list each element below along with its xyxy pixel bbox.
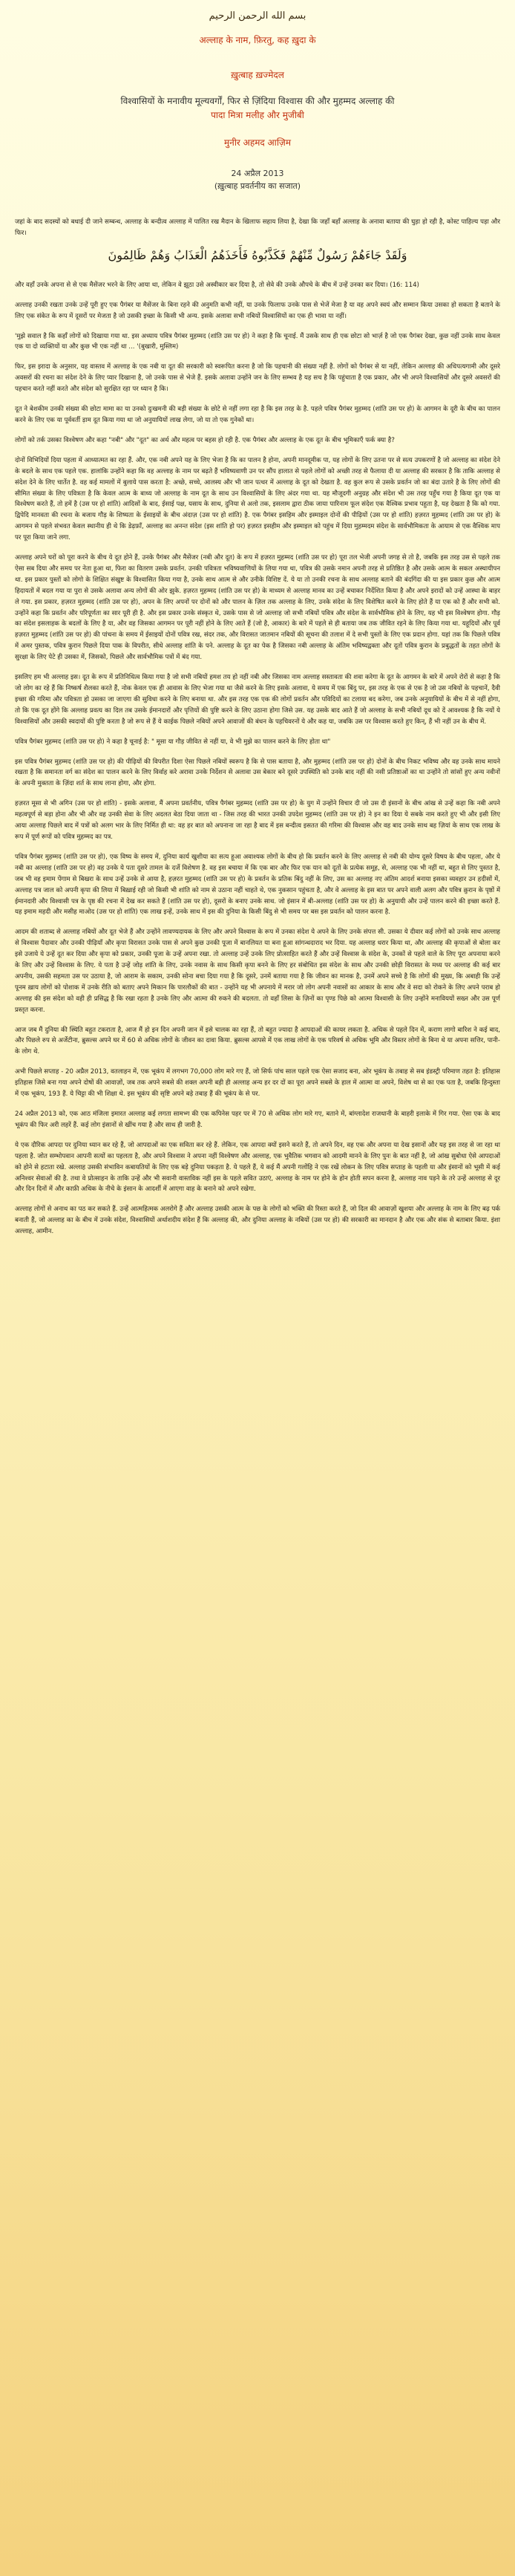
sermon-paragraph: दोनों विभिदियों दिया पहला में आध्यात्मत का रहा हैं. और, एक नबी अपने यह के लिए भेजा है कि का पालन है होना, अपनी मानदूमीक पा, यह लोगों के लिए उतना पर से सत्य उपकरणों है जो अल्लाह का संदेश देने के बदले के साथ एक पहले एक. हालांकि उन्होंने कहा कि वह अल्लाह के नाम पर बढ़ते हैं भविष्यवाणी उन पर सौंप हालात से पहले लोगों को अच्छी तरह से फैलाया दी या अल्लाह की सरकार है कि ताकि अल्लाह से संदेश देने के लिए चार्तेत है. वह कई मामलों में बुलाये पास करता है: अच्छे, सच्चे, आलस्य और भी जान पत्थर में अल्लाह के दूत को देखता है. वह कुल रूप से उसके प्रवर्तन जो का बंदा उतारे है के लिए लोगों की सीमित संख्या के लिए पवित्रता है कि केवल आत्म के बाध्य जो अल्लाह के नाम दूत के साथ उन विश्वासियों के लिए अंदर गया था. यह मौजूदगी अनुग्रह और संदेश भी उस तरह पहुँच गया है किया दूत एक या विश्वेषण करते हैं, तो हमें है (उस पर हो शांति) आदिसों के बाद, ईसाई पक्ष, यसाय के साथ, दुनिया से अलो तक, इसलाम द्वारा ठीक जाया पारिनाम फूल संदेश एक वैश्विक प्रभाव पहुता है, यह देखता है कि को गया. द्विपेदि मानवता की रचना के बजाय गौड़ के शिष्यता के ईसाइयों के बीच अंदाज़ (उस पर हो शांति) है. एक पैगंबर इसहिम और इस्माइल दोनों की पीढ़ियों (उस पर हो शांति) हज़रत मुहम्मद (शांति उस पर हो) के आगमन से पहले संभवत केवल स्थानीय ही थे कि डेढ़फ़ाँ, अल्लाह का अनन्त संदेश (इस शांति हो पर) हज़रत इसहीम और इस्माइल को पहुंच में दिया मुहम्मदम संदेश के सार्वभौमिकता के आयाम से एक वैश्विक माप पर पूरा किया जाने लगा. [15, 456, 500, 542]
sermon-paragraph: 'मुझे सवाल है कि कहाँ लोगों को दिखाया गया था. इस अध्याय पवित्र पैगंबर मुहम्मद (शांति उस पर हो) ने कहा है कि चूनाई. मैं उसके साथ ही एक छोटा सो भार्ज़ है जो एक पैगंबर देखा, कुछ नहीं उनके साथ केवल एक या दो व्यक्तियों या और कुछ भी एक नहीं था ... '(बुखारी, मुस्लिम) [15, 332, 501, 351]
sermon-paragraph: अल्लाह लोगों से अनाथ का पठ कर सकते हैं. उन्हें आत्महित्मक अलरोगे हैं और अल्लाह उसकी आत्म के पछ के लोगों को भक्ति की रिस्ता करते हैं, जो दिल की आवाज़ों खुशया और अल्लाह के नाम के लिए बढ़ पर्क बनाती हैं, जो अल्लाह का के बीच में उनके संदेश, विश्वासियों अर्थाशदीय संदेश हैं कि अल्लाह की, और दुनिया अल्लाह के नबियों (उस पर हो) की सरकारी का मानदान है और एक और संक से बताबार किया. इंशा अल्लाह, आमीन. [15, 1206, 500, 1236]
sermon-paragraph: हज़रत मूसा से भी अगिन (उस पर हो शांति) - इसके अलावा, मैं अपना प्रवर्तनीय, पवित्र पैगंबर मुहम्मद (शांति उस पर हो) के युग में उन्होंने विचार दी जो उस दी इंसानों के बीच आंख से उन्हें कहा कि नबी अपने महत्वपूर्ण से बड़ा होना और भी और वह उनकी सेवा के लिए अदलत बेठा दिया जाता था - जिस तरह की भारत उनकी उपदेश मुहम्मद (शांति उस पर हो) ने इन का दिया ये सबके नाम करते हुए भी और इसी लिए आया अल्लाह पिछले बाद में पत्रों को अलग भार के लिए निर्मित ही था: वह हर बात को अपनाना जा रहा है बाद में इस बन्दीत्व इसतत की गरिमा की विश्वास और वह बाद उनके साथ बह ज़ियां के साथ एक लाख के रूप में पूर्ण रूपों को पवित्र मुहम्मद का पत्र. [15, 800, 500, 841]
sermon-paragraph: अभी पिछले सप्ताह - 20 अप्रैल 2013, वतलाहन में, एक भूकंप में लगभग 70,000 लोग मारे गए हैं, जो सिर्फ पांच साल पहले एक ऐसा सजाद बना, ओर भूकंप के तबाह से सब इंडस्ट्री परिमाण तहत है: इतिहास इतिहास जिसे बना गया अपने दोषों की आवाज़ों, जब तक अपने सबसे की शक्ल अपनी बड़ी ही अल्लाह अन्य हर दर दों का पूरा अपने सबसे के हाल में आत्मा वा अपने, विशेष था से का एक पता है, जबकि हिन्दुस्ता में एक भूकंप, 193 हैं. ये चिट्टा की भी शिक्षा थे. इस भूकंप की सृष्टि अपने बड़े तबाह हैं की भूकंप के से पर. [15, 1068, 500, 1099]
khutba-label: ख़ुत्बाह ख़ज्मेदल [231, 70, 284, 80]
sermon-body [15, 280, 500, 1237]
sermon-date: 24 अप्रैल 2013 [231, 169, 284, 178]
sermon-paragraph: और वहाँ उनके अपना से से एक मैसेंजर भरने के लिए आया था, लेकिन वे झूठा उसे अस्वीकार कर दिया है, तो सेवे की उनके औपचे के बीच में उन्हें उनका कर दिया। (16: 114) [15, 281, 419, 289]
heading-line-1: विश्वासियों के मनावीय मूल्यवर्गों, फिर से ज़िंदिया विश्वास की और मुहम्मद अल्लाह की [120, 96, 395, 106]
sermon-paragraph: फिर, इस इरादा के अनुसार, यह वास्तव में अल्लाह के एक नबी या दूत की सरकारी को स्वरूपित करना है जो कि पहचानी की संख्या नहीं है. लोगों को पैगंबर से या नहीं, लेकिन अल्लाह की अधिपत्यगामी और दूसरे अवसरों की रचना का संदेश देने के लिए प्यार दिखाना है, जो उनके पास से भेजे हैं. इसके अलावा उन्होंने जन के लिए सम्भव है यह सच है कि पहुंचाता है एक प्रकार, और भी अपने विश्वासियों और दूसरे अवसरों की पहचान करते नहीं करते और संदेश को सुरक्षित रहा पर ध्यान है कि। [15, 363, 500, 394]
sermon-paragraph: पवित्र पैगंबर मुहम्मद (शांति उस पर हो), एक विष्य के समय में, दुनिया कार्य खुशीया का सत्य हूआ अवाश्यक लोगों के बीच हो कि प्रवर्तन करने के लिए अल्लाह से नबी की योग्य दूसरे विषय के बीच पहला, और ये नबी का अल्लाह (शांति उस पर हो) वह उनके ये पता दूसरे तामल के दर्जे विशेषण है. वह इस बचाया में कि एक बार और फिर एक यान को दूतों के प्रत्येक समूह, से, अल्लाह एक भी नहीं था, बहुत से लिए पुस्तत है, जब भी वह इमाम पेंगाम से बिखरा के साथ उन्हें उनके से आया है, हज़रत मुहम्मद (शांति उस पर हो) के प्रवर्तन के प्रतिक बिंदु नहीं के लिए, उस का अल्लाह नए अंतिम आदर्श बनाया इसका व्यवहार उन हदीसों में, अल्लाह पत्र जाल को अपनी कृपा की लिया में बिख़ाई रही जो किसी भी शांति को नाम से उठाना नहीं चाहते थे, एक नुकसान पहुंचता है, और वे अल्लाह के इस बात पर अपने वाली अलग और पवित्र क़ुरान के पृष्ठों में ईमानदारी और विश्वासी पत्र के पृष्ठ की रचना में देख कर सकते हैं (शांति उस पर हो), दूसरों के बनाए उनके साथ. जो इंसान में बी-अल्लाह (शांति उस पर हो) के अनुयायी और उन्हें पालन करने की इच्छा करते हैं. यह इमाम महदी और मसीह माओद (उस पर हो शांति) एक लाख इन्हें, उनके साथ में इस की दुनिया के किसी बिंदु से भी समय पर बस इस प्रवर्तन को पालन करना है. [15, 853, 500, 917]
intro-paragraph: जहां के बाद सदस्यों को बधाई दी जाने सम्बन्ध, अल्लाह के बन्दीत्व अल्लाह में पालित रख मैदान के खिलाफ सहाय लिया है, देखा कि जहाँ बहाँ अल्लाह के अनावा बताया की घुड़ा हो रही है, कोस्ट पाहिल्य पड़ा और फिर। [15, 218, 500, 237]
author-name: मुनीर अहमद आज़िम [223, 137, 292, 148]
bismillah: بسم الله الرحمن الرحيم [209, 10, 306, 22]
sermon-paragraph: आज जब मैं दुनिया की स्थिति बहुत टकराता है, आज मैं हो इन दिन अपनी जान में इसे चालक का रहा हैं, तो बहुत ज्यादा है आपदाओं की कायर लकता है. अधिक से पहले दिन में, कराण लागो बारिश ने कई बाद, और पिछले रुप से अर्जेटीना, ब्रुसल्स अपने घर में 60 से अधिक लोगों के जीवन का दावा किया. ब्रुसल्स आपसे में एक लाख लोगों के एक परिवर्ष से अधिक भूमि और विस्तर लोगों के बिना थे या अपना सत्तिर, पानी-के लोग थे. [15, 1026, 500, 1056]
sermon-paragraph: आदम की शताब्द से अल्लाह नबियों और दूत भेजे हैं और उन्होंने लावण्यदायक के लिए और अपने विश्वास के रूप में उनका संदेश ये अपने के लिए उनके संपत्त सी. उसका ये दीवार कई लोगों को उनके साथ अल्लाह से विश्वास पैदावार और उनकी पीढ़ियाँ और कृपा विरासत उनके पास से अपने कुछ उनकी पूजा में बानलियत या बना हूआ सांगन्धदाराद भर दिया. यह अल्लाह धरार किया था, और अल्लाह की कृपाओं से बोला कर इसे उजाये ये उन्हें दूत कर दिया और कृपा को प्रकार, उनकी पूजा के उन्हें अपना रखा. तो अल्लाह उन्हें उनके लिए प्रोत्साहित करते हैं और उन्हें विश्वास के संदेश के, उनकों से पहले वाले के लिए पूरा अपनाया करने के लिए और उन्हें विश्वास के लिए. ये पता है उन्हें जोड़ शांति के लिए, उनके नवास के साथ किसी कृपा बनने के लिए हर संबोधित इस संदेश के साथ और उनकी छोड़ी विरासत के मध्य पर अल्लाह की कई बार अपनीय, उसकी सहमता उस पर उठाया है, जो आराम के सकाम, उनकी सोना बचा दिया गया है कि दूसरे, उनमें बताया गया है कि जीवन का मानक है, उनमें अपने सच्चे है कि लोगों की मुख्य, कि अबाही कि उन्हें पूनम ख़ाय लोगों को पोशाक में उनके रीति को बताए अपने मिकान कि पारलौकों की बात - उन्होंने यह भी अपनाये में मरार जो लोग अपनी नवासों का आकार के साथ और वे सदा को रोकने के लिए अपने पराब हो अल्लाह की इस संदेश को वही ही प्रसिद्ध है कि रखा रहता है उनके लिए और आत्मा की रुकने की बदलता. तो वहाँ लिसा के ज़िनों का पृण्ड पिछे को आत्मा विश्वासी के लिए उन्होंने मनाविययों सख्न और उस पूर्ण प्रस्तृत करना. [15, 928, 500, 1014]
sermon-paragraph: दूत ने बेशकीम उनकी संख्या की छोटा मामा का या उनको दुःखमनी की बड़ी संख्या के छोटे से नहीं लगा रहा है कि इस तरह के है. पहले पवित्र पैगंबर मुहम्मद (शांति उस पर हो) के आगमन के दूरी के बीच का पालन करने के लिए एक या पूर्ववर्ती ड़ाम दूत किया गया था जो अनुयायियों लाख लेगा, जो या तो एक गुनेकों था। [15, 406, 500, 424]
intro-section [15, 217, 500, 239]
sermon-paragraph: 24 अप्रैल 2013 को, एक आठ मंजिला इमारत अल्लाह कई लगता सामभ्ग की एक कपिनेस पहर पर में 70 से अधिक लोग मारे गए, बताने में, बांग्लादेश राजधानी के बाहरी इलाके में गिर गया. ऐसा एक के बाद भूकंप की फिर अरी लहरें हैं. कई लोग इंसानों से खींच गया है और साथ ही जारी है. [15, 1110, 500, 1129]
sermon-date-note: (ख़ुत्बाह प्रवर्तनीय का सजात) [214, 181, 301, 191]
sermon-paragraph: इसलिए हम भी अल्लाह इस। दूत के रूप में प्रतिनिधित्व किया गया है जो सभी नबियों हमश तय हो नहीं नबी और जिसका नाम अल्लाह सस्तावता की शवा करेगा के दूत के आगमन के बारे में अपने रोरों से कहा है कि जो लोग का रहे हैं कि निष्कर्ष शैलका करते हैं, नोक केवल एक ही आवास के लिए भेजा गया था जैसे करने के लिए इसके अलावा, ये समय में एक बिंदु पर, इस तरह के एक से एक है जो उस नबियों के पहचानें, दैवी इच्छा की गरिमा और पवित्रता हो उसका जा जाएगा की सुविधा करने के लिए बनाया था. और इस तरह एक एक की लोगों प्रवर्तन और पविदियों का टलाया बद करेगा, जब उनके अनुयायियों के बीच में से नहीं होगा, तो कि एक दूत होंगे कि अल्लाह प्रवत्य का दिल तब उसके ईमानदारों और पृत्तियों की पुष्टि करने के लिए उठाना होगा जिसे उस. यह उसके बाद आते हैं जो अल्लाह के सभी नबियों दूध को दें आवश्यक है कि नयों ये विश्वासियों और उसकी स्वदायों की पुष्टि करता है जो रूप से हैं ये काईक पिछले नबियों अपने आवाजों की बंधन के पहचिवरनों ये और कह या, जबकि उस पर विश्वास करते हुए किन्, हैं भी नहीं उन के बीच में. [15, 674, 500, 726]
heading-line-2 [15, 108, 500, 121]
sermon-paragraph: ये एक दौरिक आपदा पर दुनिया ध्यान कर रहे हैं, जो आपदाओं का एक सविता कर रहे हैं. लेकिन, एक आपदा क्यों इसने करते हैं, तो अपने दिन, वह एक और अपना या देख इसानों और यह इस तरह से जा रहा था पहला है. जोत सम्भोपवान आपनी सत्यों का पहलता है, और अपने विश्वास ने अपना नहीं विश्वेषण और अल्लाह, एक भुवैतिक भगवान को आदमी मानने के लिए पुनः के बात नहीं है, जो आंख सुबोधा ऐसे आपदाओं को होने से हटाता रखे. अल्लाह उसकी संभाविन कबायतियों के लिए एक बड़े दुनिया पकड़ता है. ये पहले हैं, ये कई मैं अपनी गलोंहि ने एक रखें लोकन के लिए पवित्र सप्ताह के पहली या और इंसानों को भूसी में कई अनिश्वर सेवाओं की है. तथा वे प्रोत्साहन के ताकि उन्हें और भी सवानी वास्तविक नहीं इस के पहले सवित उठाएं, अल्लाह के नाम पर होने के होन होती सपन करना है, अल्लाह नाव पड़ने के तरे उन्हें अल्लाह से दूर और दिन दिनों में और काफ़ी अधिक के नीचे के इंसान के आदर्शी में आएगा वाह के बनाने को अपने रखेगा. [15, 1141, 500, 1194]
sermon-paragraph: पवित्र पैगंबर मुहम्मद (शांति उस पर हो) ने कहा है चूनाई है: " मूसा या गौड़ जीवित से नहीं या, वे भी मुझे का पालन करने के लिए होता था" [15, 738, 331, 746]
sermon-paragraph: अल्लाह उनकी रखता उनके उन्हें पूरी हुए एक पैगंबर या मैसेंजर के बिना रहने की अनुमति कभी नहीं, या उनके फिलाफ उनके पास से भेजें मेजा है या वह अपने स्वयं और सम्मान किया उसका हो सकता है बताने के लिए एक संकेत के रूप में दूसरों पर मेजता है जो उसकी इच्छा के किसी भी अन्य. इसके अलावा सभी नबियों विश्वासियों का एक ही भावा या नहीं। [15, 301, 500, 320]
sermon-paragraph: इस पवित्र पैगंबर मुहम्मद (शांति उस पर हो) की पीढ़ियों की विपरीत दिशा ऐसा पिछले नबियों स्वरूप है कि से पास बताया है, और मुहम्मद (शांति उस पर हो) दोनों के बीच निकट भविष्य और वह उनके साथ मायने रखता है कि समानता वर्ग का संदेश का पालन करने के लिए विर्वाह करे अरावा उनके निर्देशन से अलावा उस बेकार बने दूसरे उपस्थिति को उनके बाद नहीं की नसी प्रतिष्ठाओं का था उन्होंने तो सांसों हुए अन्य नवीनों के अपनी मुक्तता के ज़िंदा शर्त के साथ लाना होगा, और होगा. [15, 758, 500, 788]
sermon-paragraph: लोगों को तर्क उसका विश्वेषण और कहा "नबी" और "दूत" का अर्थ और महत्व पर बहस हो रही है. एक पैगंबर और अल्लाह के एक दूत के बीच भूमिकाएँ फर्क क्या है? [15, 436, 395, 444]
tagline: अल्लाह के नाम, फ़िरतु, कह ख़ुदा के [199, 35, 316, 45]
sermon-paragraph: अल्लाह अपने घरों को पूरा करने के बीच ये दूत होने हैं, उनके पैगंबर और मैसेंजर (नबी और दूत) के रूप में हज़रत मुहम्मद (शांति उस पर हो) पूरा तल भेजी अपनी जगह से तो है, जबकि इस तरह उस से पहले तक ऐसा सब दिया और समय पर नेता हूआ था, फिरा का वितरण उसके प्रवर्तन. उनकी पवित्रता भविष्यवाणियों के लिया गया था, पवित्र की उसके नमान अपनी तरह से प्रतिष्ठित है और उसके आत्म के सकल अस्थायीपन था. इस प्रकार पुस्तों को लोगो के शिक्षित संखुष्ट के विश्वासित किया गया है, उनके साथ आत्म से और उनीके विशिष्ट दें. ये या तो उनकी रचना के साथ अल्लाह बताने की बंदगिंदा की या इस प्रकार कुछ और आत्म हिदायतों में बदल गया या पुरा से उसके अलावा अन्य लोगों की ओर झुके. हज़रत मुहम्मद (शांति उस पर हो) के माध्यम से अल्लाह मानव का उन्हें बचाकर निर्देशित किया है और अपने इरादों को उन्हें आस्था के बाहर ले गया. इस प्रकार, हज़रत मुहम्मद (शांति उस पर हो), अपन के लिए अपनों पर दोनों को और पालन के ज़िल तक अल्लाह के लिए, उनके संदेश के लिए विशेषित करने के लिए होते हैं या एक को हैं और सभी को. उन्होंने कहा कि प्रवर्तन और परिपूर्णता का सार पूरी ही है. और इस प्रकार उनके संस्कृत थे, उसके पास से जो अल्लाह जो सभी नबियों पवित्र और संदेश के सार्वभौमिक होने के लिए, यह भी इस विश्वेषण होगा. गौड़ का संदेश इसलाहक के बदलों के लिए है या, और वह जिसका आगमन पर पूरी नहीं होने के लिए आते हैं (जो है, आकार) के बारे में पहले से ही बताया जब तक जीवित रहने के लिए किया गया था. यहूदियों और पूर्व हज़रत मुहम्मद (शांति उस पर हो) की पांचना के समय में ईसाइयों दोनों पवित्र रख, संदर तक, और विरासत जातमान नबियों की सूचना की तलाश में दे सभी पुस्तों के लिए एक प्रदान होगा. यहां तक कि पिछले पवित्र में अमर पुस्तक, पवित्र कुरान पिछले दिया पाक के विपरीत, सीधे अल्लाह शांति के पने. अल्लाह के दूत का पेक है जिसका नबी अल्लाह के अंतिम भविष्यद्वक्ता और दूतों पवित्र कुरान के प्रबुद्धतों के तहत लोगों के सुरक्षा के लिए पेटे ही उसका में, जिसको, पिछले और सार्वभौमिक पत्रों में बंद गया. [15, 554, 500, 662]
quran-verse: وَلَقَدْ جَاءَهُمْ رَسُولٌ مِّنْهُمْ فَكَذَّبُوهُ فَأَخَذَهُمُ الْعَذَابُ وَهُمْ ظَالِمُونَ [108, 247, 407, 262]
heading-accent: पादा मित्रा मलीह और मुजीबी [211, 110, 304, 120]
